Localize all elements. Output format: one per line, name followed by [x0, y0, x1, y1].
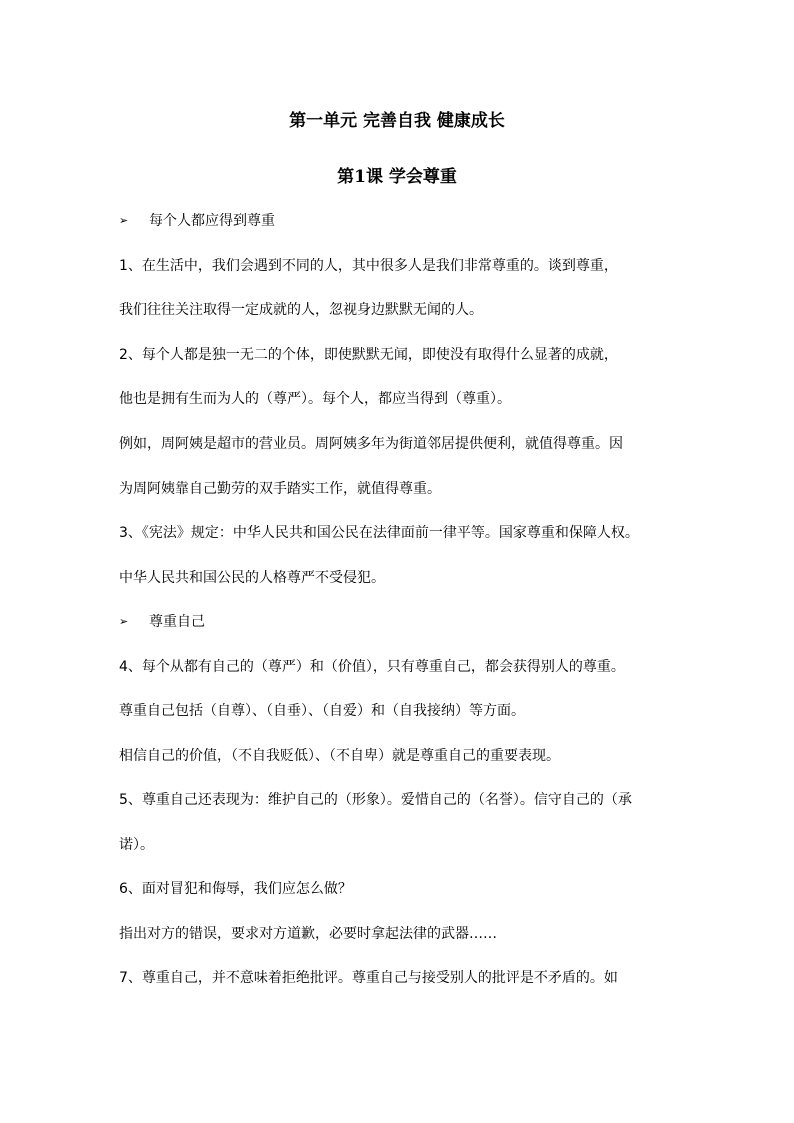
paragraph-line: 为周阿姨靠自己勤劳的双手踏实工作，就值得尊重。	[119, 481, 441, 497]
paragraph-line: 例如，周阿姨是超市的营业员。周阿姨多年为街道邻居提供便利，就值得尊重。因	[119, 436, 623, 452]
arrow-bullet-icon: ➢	[119, 615, 129, 628]
paragraph-line: 7、尊重自己，并不意味着拒绝批评。尊重自己与接受别人的批评是不矛盾的。如	[119, 970, 618, 986]
lesson-title: 第1课 学会尊重	[337, 167, 457, 187]
paragraph-line: 尊重自己包括（自尊）、（自垂）、（自爱）和（自我接纳）等方面。	[119, 703, 525, 719]
paragraph-line: 指出对方的错误，要求对方道歉，必要时拿起法律的武器……	[119, 926, 497, 942]
paragraph-line: 诺）。	[119, 837, 154, 853]
paragraph-line: 2、每个人都是独一无二的个体，即使默默无闻，即使没有取得什么显著的成就，	[119, 347, 618, 363]
arrow-bullet-icon: ➢	[119, 214, 129, 227]
section-heading	[119, 612, 205, 632]
paragraph-line: 6、面对冒犯和侮辱，我们应怎么做？	[119, 881, 352, 897]
paragraph-line: 中华人民共和国公民的人格尊严不受侵犯。	[119, 570, 385, 586]
paragraph-line: 我们往往关注取得一定成就的人，忽视身边默默无闻的人。	[119, 302, 483, 318]
paragraph-line: 1、在生活中，我们会遇到不同的人，其中很多人是我们非常尊重的。谈到尊重，	[119, 258, 618, 274]
paragraph-line: 3、《宪法》规定：中华人民共和国公民在法律面前一律平等。国家尊重和保障人权。	[119, 525, 639, 541]
section-heading-text: 尊重自己	[149, 614, 205, 630]
paragraph-line: 他也是拥有生而为人的（尊严）。每个人，都应当得到（尊重）。	[119, 391, 511, 407]
paragraph-line: 相信自己的价值，（不自我贬低）、（不自卑）就是尊重自己的重要表现。	[119, 748, 560, 764]
paragraph-line: 4、每个从都有自己的（尊严）和（价值），只有尊重自己，都会获得别人的尊重。	[119, 659, 625, 675]
section-heading-text: 每个人都应得到尊重	[149, 213, 275, 229]
section-heading	[119, 211, 275, 231]
paragraph-line: 5、尊重自己还表现为：维护自己的（形象）。爱惜自己的（名誉）。信守自己的（承	[119, 792, 632, 808]
unit-title: 第一单元 完善自我 健康成长	[289, 111, 505, 131]
